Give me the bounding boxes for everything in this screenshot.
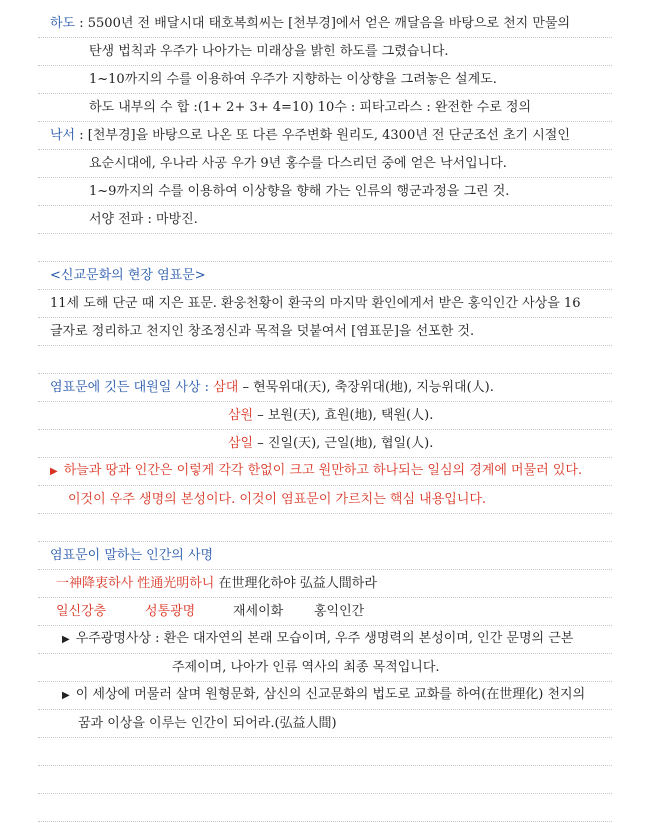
hado-text-1: : 5500년 전 배달시대 태호복희씨는 [천부경]에서 얻은 깨달음을 바탕으로 천지 만물의	[75, 16, 571, 31]
term-seongtong: 성통광명	[145, 604, 196, 619]
yeompyo-heading-line	[38, 262, 612, 290]
hado-text-4: 하도 내부의 수 합 :(1+ 2+ 3+ 4=10) 10수 : 피타고라스 : 완전한 수로 정의	[89, 100, 532, 115]
hado-line-3	[38, 66, 612, 94]
mission-bullet-1-line-1	[38, 626, 612, 654]
mission-hanja-dark: 在世理化하야 弘益人間하라	[214, 576, 377, 591]
hado-line-1	[38, 10, 612, 38]
mission-bullet-2-line-2	[38, 710, 612, 738]
mission-bullet-1-text-1: 우주광명사상 : 환은 대자연의 본래 모습이며, 우주 생명력의 본성이며, 인간 문명의 근본	[75, 631, 574, 646]
hado-text-2: 탄생 법칙과 우주가 나아가는 미래상을 밝힌 하도를 그렸습니다.	[89, 44, 449, 59]
mission-bullet-2-text-2: 꿈과 이상을 이루는 인간이 되어라.(弘益人間)	[78, 716, 337, 731]
hado-text-3: 1~10까지의 수를 이용하여 우주가 지향하는 이상향을 그려놓은 설계도.	[89, 72, 497, 87]
yeompyo-text-2: 글자로 정리하고 천지인 창조정신과 목적을 덧붙여서 [염표문]을 선포한 것.	[50, 324, 475, 339]
samwon-text: – 보원(天), 효원(地), 택원(人).	[253, 408, 434, 423]
samil-text: – 진일(天), 근일(地), 협일(人).	[253, 436, 434, 451]
mission-bullet-2-text-1: 이 세상에 머물러 살며 원형문화, 삼신의 신교문화의 법도로 교화를 하여(在世理化) 천지의	[75, 687, 586, 702]
nakseo-text-2: 요순시대에, 우나라 사공 우가 9년 홍수를 다스리던 중에 얻은 낙서입니다.	[89, 156, 507, 171]
samil-key: 삼일	[228, 436, 254, 451]
nakseo-line-1	[38, 122, 612, 150]
hado-label: 하도	[50, 16, 76, 31]
mission-heading-line	[38, 542, 612, 570]
mission-hanja-line	[38, 570, 612, 598]
triangle-marker-icon: ▶	[50, 466, 58, 477]
yeompyo-line-2	[38, 318, 612, 346]
nakseo-line-4	[38, 206, 612, 234]
blank-line	[38, 346, 612, 374]
daewonil-label: 염표문에 깃든 대원일 사상 :	[50, 380, 214, 395]
yeompyo-line-1	[38, 290, 612, 318]
nakseo-line-2	[38, 150, 612, 178]
nakseo-text-4: 서양 전파 : 마방진.	[89, 212, 198, 227]
triangle-marker-icon: ▶	[62, 690, 70, 701]
blank-line	[38, 794, 612, 822]
mission-heading: 염표문이 말하는 인간의 사명	[50, 548, 214, 563]
samwon-key: 삼원	[228, 408, 254, 423]
mission-bullet-2-line-1	[38, 682, 612, 710]
daewonil-note-line-1	[38, 458, 612, 486]
blank-line	[38, 234, 612, 262]
term-jaese: 재세이화	[233, 604, 284, 619]
yeompyo-heading: <신교문화의 현장 염표문>	[50, 268, 206, 283]
daewonil-row-3	[38, 430, 612, 458]
term-ilsin: 일신강충	[56, 604, 107, 619]
mission-hanja-red: 一神降衷하사 性通光明하니	[56, 576, 215, 591]
daewonil-note-1: 하늘과 땅과 인간은 이렇게 각각 한없이 크고 원만하고 하나되는 일심의 경계에 머물러 있다.	[63, 463, 583, 478]
daewonil-row-2	[38, 402, 612, 430]
mission-bullet-1-text-2: 주제이며, 나아가 인류 역사의 최종 목적입니다.	[172, 660, 440, 675]
samdae-key: 삼대	[213, 380, 239, 395]
blank-line	[38, 766, 612, 794]
mission-terms-line	[38, 598, 612, 626]
yeompyo-text-1: 11세 도해 단군 때 지은 표문. 환웅천황이 환국의 마지막 환인에게서 받은 홍익인간 사상을 16	[50, 296, 581, 311]
nakseo-label: 낙서	[50, 128, 76, 143]
daewonil-row-1	[38, 374, 612, 402]
hado-line-2	[38, 38, 612, 66]
triangle-marker-icon: ▶	[62, 634, 70, 645]
hado-line-4	[38, 94, 612, 122]
mission-bullet-1-line-2	[38, 654, 612, 682]
samdae-text: – 현묵위대(天), 축장위대(地), 지능위대(人).	[238, 380, 494, 395]
nakseo-text-1: : [천부경]을 바탕으로 나온 또 다른 우주변화 원리도, 4300년 전 단군조선 초기 시절인	[75, 128, 570, 143]
daewonil-note-2: 이것이 우주 생명의 본성이다. 이것이 염표문이 가르치는 핵심 내용입니다.	[68, 492, 487, 507]
term-hongik: 홍익인간	[314, 604, 365, 619]
blank-line	[38, 738, 612, 766]
nakseo-line-3	[38, 178, 612, 206]
blank-line	[38, 514, 612, 542]
daewonil-note-line-2	[38, 486, 612, 514]
nakseo-text-3: 1~9까지의 수를 이용하여 이상향을 향해 가는 인류의 행군과정을 그린 것.	[89, 184, 510, 199]
